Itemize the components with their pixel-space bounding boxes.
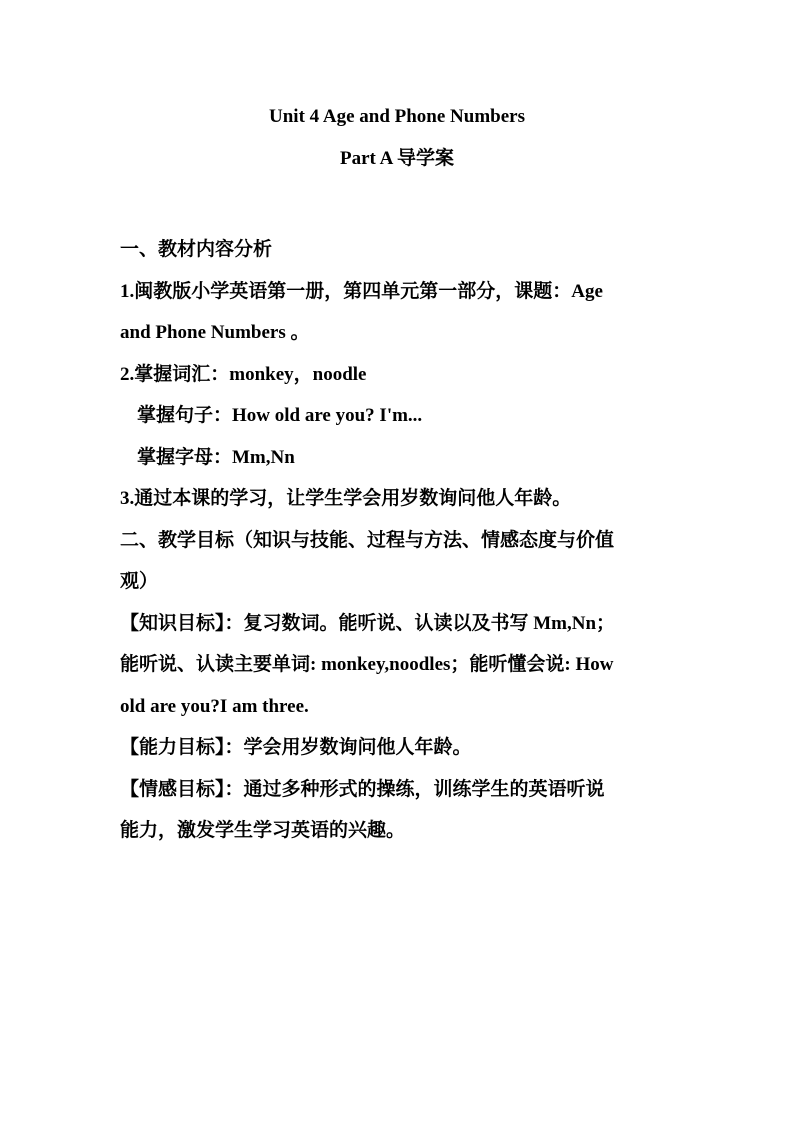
- section-heading-teaching-goals: 二、教学目标（知识与技能、过程与方法、情感态度与价值: [120, 529, 615, 551]
- document-body: [120, 229, 680, 852]
- knowledge-goal-line: 【知识目标】：复习数词。能听说、认读以及书写 Mm,Nn；: [120, 612, 616, 634]
- emotion-goal-line: 【情感目标】：通过多种形式的操练，训练学生的英语听说: [120, 778, 605, 800]
- body-line-sentences: 掌握句子：How old are you? I'm...: [137, 405, 423, 426]
- body-line-letters: 掌握字母：Mm,Nn: [137, 446, 295, 468]
- body-line: 1.闽教版小学英语第一册，第四单元第一部分，课题：Age: [120, 280, 603, 302]
- body-line-vocabulary: 2.掌握词汇：monkey，noodle: [120, 363, 367, 385]
- body-line: 能力，激发学生学习英语的兴趣。: [120, 820, 406, 841]
- body-line: 能听说、认读主要单词: monkey,noodles；能听懂会说: How: [120, 654, 614, 675]
- document-subtitle: Part A 导学案: [340, 148, 454, 169]
- body-line: 观）: [120, 571, 159, 592]
- body-line: and Phone Numbers 。: [120, 322, 310, 343]
- document-title: Unit 4 Age and Phone Numbers: [269, 106, 525, 127]
- section-heading-content-analysis: 一、教材内容分析: [120, 239, 273, 260]
- body-line: 3.通过本课的学习，让学生学会用岁数询问他人年龄。: [120, 488, 572, 509]
- ability-goal-line: 【能力目标】：学会用岁数询问他人年龄。: [120, 737, 472, 758]
- body-line: old are you?I am three.: [120, 695, 309, 717]
